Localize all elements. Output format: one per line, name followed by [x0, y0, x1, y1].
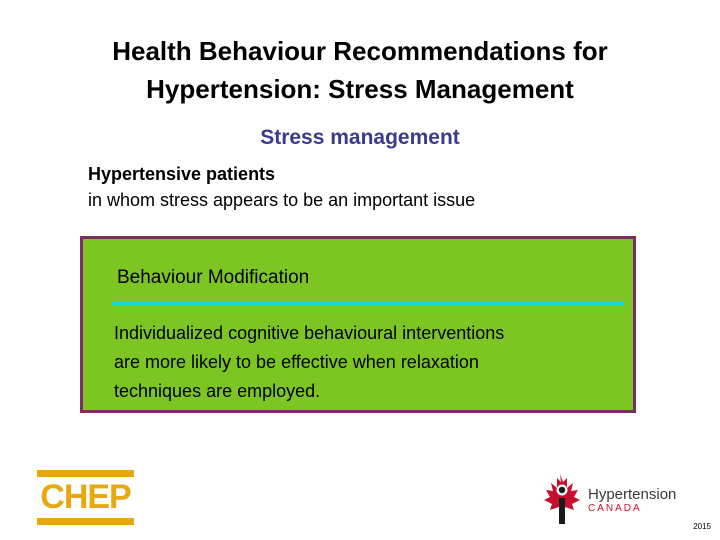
recommendation-title: Behaviour Modification [117, 267, 310, 288]
patients-label: Hypertensive patients [88, 164, 276, 184]
slide-title [60, 32, 660, 108]
footer-year: 2015 [693, 522, 711, 531]
maple-leaf-person-icon [532, 468, 592, 528]
recommendation-body [114, 319, 624, 406]
slide-title-line-2: Hypertension: Stress Management [146, 74, 574, 104]
hypertension-canada-logo [532, 468, 692, 528]
recommendation-divider [112, 302, 624, 306]
recommendation-body-line-1: Individualized cognitive behavioural interventions [114, 323, 505, 343]
section-heading: Stress management [260, 126, 460, 149]
hypertension-logo-canada: CANADA [588, 503, 642, 514]
hypertension-logo-name: Hypertension [588, 486, 677, 503]
recommendation-box [80, 236, 636, 413]
recommendation-body-line-3: techniques are employed. [114, 381, 321, 401]
chep-logo [37, 470, 134, 525]
slide-title-line-1: Health Behaviour Recommendations for [112, 36, 608, 66]
chep-logo-text: CHEP [40, 478, 131, 516]
recommendation-body-line-2: are more likely to be effective when relaxation [114, 352, 479, 372]
chep-logo-bottom-bar [37, 518, 134, 525]
patients-description: in whom stress appears to be an important issue [88, 190, 476, 210]
